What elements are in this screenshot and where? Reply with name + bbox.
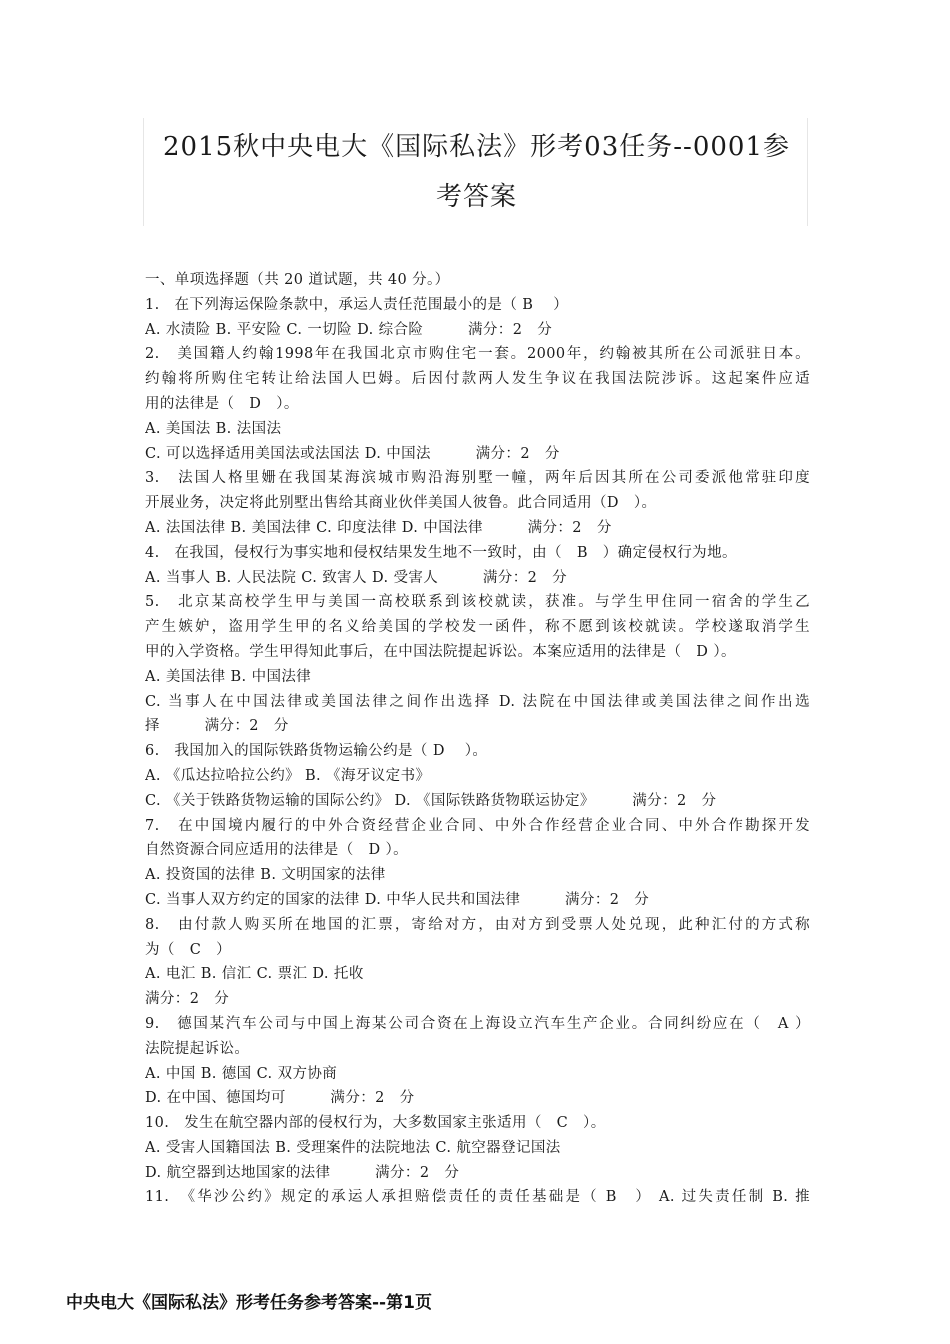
- question-line: 10. 发生在航空器内部的侵权行为，大多数国家主张适用（ C ）。: [145, 1115, 606, 1132]
- answer-options-line: A. 电汇 B. 信汇 C. 票汇 D. 托收: [145, 966, 364, 983]
- question-line: 9. 德国某汽车公司与中国上海某公司合资在上海设立汽车生产企业。合同纠纷应在（ A ）: [145, 1015, 810, 1032]
- document-title-box: [143, 118, 808, 226]
- question-line: 用的法律是（ D ）。: [145, 395, 299, 412]
- question-line: 法院提起诉讼。: [145, 1040, 250, 1057]
- question-line: 产生嫉妒，盗用学生甲的名义给美国的学校发一函件，称不愿到该校就读。学校遂取消学生: [145, 619, 810, 636]
- answer-options-line: D. 航空器到达地国家的法律 满分：2 分: [145, 1164, 460, 1181]
- answer-options-line: A. 水渍险 B. 平安险 C. 一切险 D. 综合险 满分：2 分: [145, 321, 553, 338]
- document-title-line-1: 2015秋中央电大《国际私法》形考03任务--0001参: [163, 132, 790, 162]
- document-body: [145, 268, 810, 1210]
- page-footer: 中央电大《国际私法》形考任务参考答案--第1页: [66, 1293, 432, 1313]
- question-line: 自然资源合同应适用的法律是（ D ）。: [145, 842, 409, 859]
- answer-options-line: D. 在中国、德国均可 满分：2 分: [145, 1090, 415, 1107]
- question-line: 5. 北京某高校学生甲与美国一高校联系到该校就读，获准。与学生甲住同一宿舍的学生乙: [145, 594, 810, 611]
- score-line: 满分：2 分: [145, 991, 230, 1008]
- answer-options-line: C. 可以选择适用美国法或法国法 D. 中国法 满分：2 分: [145, 445, 560, 462]
- answer-options-line: C. 当事人在中国法律或美国法律之间作出选择 D. 法院在中国法律或美国法律之间作出选: [145, 693, 810, 710]
- answer-options-line: A. 美国法律 B. 中国法律: [145, 668, 312, 685]
- answer-options-line: C. 当事人双方约定的国家的法律 D. 中华人民共和国法律 满分：2 分: [145, 891, 650, 908]
- answer-options-line: A. 中国 B. 德国 C. 双方协商: [145, 1065, 338, 1082]
- answer-options-line: A. 美国法 B. 法国法: [145, 420, 282, 437]
- section-heading: 一、单项选择题（共 20 道试题，共 40 分。）: [145, 272, 450, 288]
- question-line: 6. 我国加入的国际铁路货物运输公约是（ D ）。: [145, 743, 488, 760]
- question-line: 为（ C ）: [145, 941, 231, 958]
- question-line: 8. 由付款人购买所在地国的汇票，寄给对方，由对方到受票人处兑现，此种汇付的方式称: [145, 916, 810, 933]
- answer-options-line: A. 当事人 B. 人民法院 C. 致害人 D. 受害人 满分：2 分: [145, 569, 568, 586]
- answer-options-line: C. 《关于铁路货物运输的国际公约》 D. 《国际铁路货物联运协定》 满分：2 分: [145, 792, 717, 809]
- answer-options-line: A. 法国法律 B. 美国法律 C. 印度法律 D. 中国法律 满分：2 分: [145, 519, 612, 536]
- question-line: 约翰将所购住宅转让给法国人巴姆。后因付款两人发生争议在我国法院涉诉。这起案件应适: [145, 371, 810, 388]
- document-title-line-2: 考答案: [435, 182, 517, 212]
- question-line: 2. 美国籍人约翰1998年在我国北京市购住宅一套。2000年，约翰被其所在公司派驻日本。: [145, 346, 810, 363]
- answer-options-line: 择 满分：2 分: [145, 718, 289, 735]
- question-line: 11. 《华沙公约》规定的承运人承担赔偿责任的责任基础是（ B ） A. 过失责任制 B. 推: [145, 1189, 810, 1206]
- answer-options-line: A. 《瓜达拉哈拉公约》 B. 《海牙议定书》: [145, 767, 431, 784]
- answer-options-line: A. 投资国的法律 B. 文明国家的法律: [145, 867, 386, 884]
- question-line: 7. 在中国境内履行的中外合资经营企业合同、中外合作经营企业合同、中外合作勘探开发: [145, 817, 810, 834]
- question-line: 4. 在我国，侵权行为事实地和侵权结果发生地不一致时，由（ B ）确定侵权行为地。: [145, 544, 737, 561]
- question-line: 开展业务，决定将此别墅出售给其商业伙伴美国人彼鲁。此合同适用（D ）。: [145, 495, 657, 512]
- question-line: 3. 法国人格里姗在我国某海滨城市购沿海别墅一幢，两年后因其所在公司委派他常驻印度: [145, 470, 810, 487]
- question-line: 甲的入学资格。学生甲得知此事后，在中国法院提起诉讼。本案应适用的法律是（ D ）。: [145, 643, 736, 660]
- question-line: 1. 在下列海运保险条款中，承运人责任范围最小的是（ B ）: [145, 296, 569, 313]
- answer-options-line: A. 受害人国籍国法 B. 受理案件的法院地法 C. 航空器登记国法: [145, 1139, 561, 1156]
